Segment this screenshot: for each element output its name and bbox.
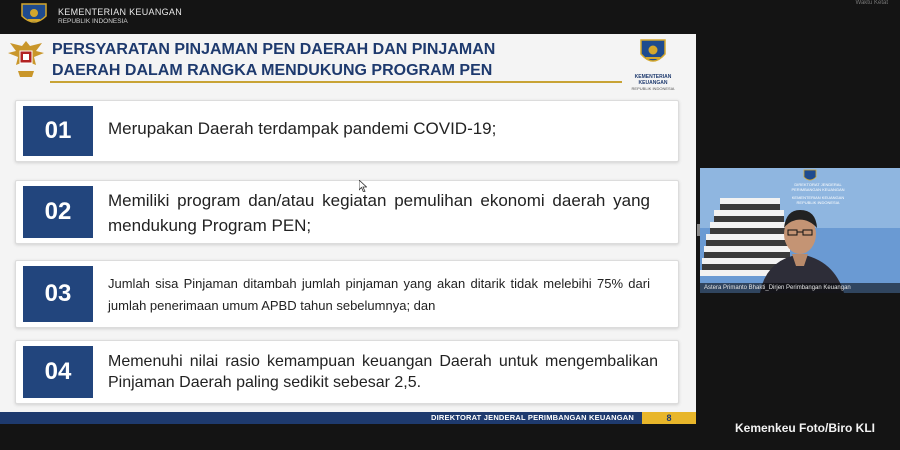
backdrop-text xyxy=(778,182,858,205)
title-underline xyxy=(50,81,622,83)
requirement-number: 04 xyxy=(23,346,93,398)
presentation-slide xyxy=(0,34,696,424)
requirement-item-4 xyxy=(15,340,679,404)
slide-title xyxy=(52,39,592,81)
org-subtitle: REPUBLIK INDONESIA xyxy=(58,18,128,25)
slide-title-line-2: DAERAH DALAM RANGKA MENDUKUNG PROGRAM PEN xyxy=(52,62,493,79)
requirement-text: Memenuhi nilai rasio kemampuan keuangan Daerah untuk mengembalikan Pinjaman Daerah paling sedikit sebesar 2,5. xyxy=(108,353,658,391)
backdrop-line-3: KEMENTERIAN KEUANGAN xyxy=(791,195,845,200)
speaker-video-feed[interactable] xyxy=(700,168,900,293)
backdrop-logo xyxy=(804,170,816,180)
requirement-number: 03 xyxy=(23,266,93,322)
footer-text: DIREKTORAT JENDERAL PERIMBANGAN KEUANGAN xyxy=(430,413,634,422)
logo-right-sub: REPUBLIK INDONESIA xyxy=(631,86,675,91)
kemenkeu-logo-icon xyxy=(18,2,50,28)
page-number: 8 xyxy=(642,412,696,424)
requirement-item-3 xyxy=(15,260,679,328)
requirement-number: 02 xyxy=(23,186,93,238)
backdrop-line-2: PERIMBANGAN KEUANGAN xyxy=(791,187,845,192)
backdrop-line-1: DIREKTORAT JENDERAL xyxy=(794,182,842,187)
requirement-number: 01 xyxy=(23,106,93,156)
garuda-emblem-icon xyxy=(6,37,46,81)
logo-right-name: KEMENTERIAN KEUANGAN xyxy=(634,74,672,86)
mouse-cursor-icon xyxy=(359,180,367,192)
kemenkeu-logo-right xyxy=(622,38,684,90)
photo-watermark: Kemenkeu Foto/Biro KLI xyxy=(735,421,876,435)
video-caption: Astera Primanto Bhakti_Dirjen Perimbangan Keuangan xyxy=(700,283,900,293)
org-name: KEMENTERIAN KEUANGAN xyxy=(58,7,183,17)
requirement-text: Merupakan Daerah terdampak pandemi COVID-19; xyxy=(108,119,497,138)
slide-footer xyxy=(0,412,642,424)
kemenkeu-emblem-icon xyxy=(638,38,668,68)
backdrop-line-4: REPUBLIK INDONESIA xyxy=(796,200,840,205)
requirement-item-2 xyxy=(15,180,679,244)
requirement-text: Jumlah sisa Pinjaman ditambah jumlah pinjaman yang akan ditarik tidak melebihi 75% dari jumlah penerimaan umum APBD tahun sebelumnya; dan xyxy=(108,276,650,313)
requirement-item-1 xyxy=(15,100,679,162)
slide-title-line-1: PERSYARATAN PINJAMAN PEN DAERAH DAN PINJAMAN xyxy=(52,41,496,58)
corner-label: Waktu Ketat xyxy=(855,0,888,6)
requirement-text: Memiliki program dan/atau kegiatan pemulihan ekonomi daerah yang mendukung Program PEN; xyxy=(108,191,650,235)
top-bar xyxy=(0,0,900,32)
